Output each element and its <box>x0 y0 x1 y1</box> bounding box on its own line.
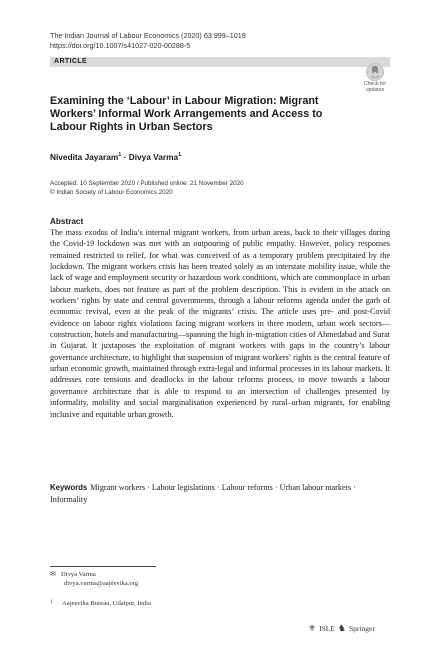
copyright-line: © Indian Society of Labour Economics 2020 <box>50 188 173 196</box>
contact-email[interactable]: divya.varma@aajeevika.org <box>64 579 139 587</box>
section-label-bar <box>50 57 390 67</box>
author-name[interactable]: Nivedita Jayaram <box>50 152 119 162</box>
corresponding-author-note <box>50 570 138 589</box>
keywords-block <box>50 482 390 505</box>
badge-text-updates: updates <box>365 86 385 93</box>
contact-name: Divya Varma <box>61 571 96 578</box>
section-label: ARTICLE <box>54 58 88 65</box>
isle-logo-icon: ⚜ <box>308 623 317 633</box>
keywords-text: Migrant workers · Labour legislations · Labour reforms · Urban labour markets · Informality <box>50 483 356 504</box>
isle-label: ISLE <box>319 624 335 633</box>
publication-dates <box>50 180 244 198</box>
affiliation-text: Aajeevika Bureau, Udaipur, India <box>62 600 151 607</box>
badge-text-check: Check for <box>363 81 387 87</box>
journal-name-line: The Indian Journal of Labour Economics (2020) 63:999–1019 <box>50 31 246 40</box>
springer-horse-icon: ♞ <box>337 623 346 633</box>
author-list <box>50 152 181 162</box>
article-title: Examining the ‘Labour’ in Labour Migration: Migrant Workers’ Informal Work Arrangements and Access to Labour Rights in Urban Sectors <box>50 95 323 134</box>
affiliation-number: 1 <box>50 600 53 605</box>
publisher-logos <box>308 623 375 634</box>
abstract-heading: Abstract <box>50 217 84 226</box>
check-for-updates-badge[interactable] <box>360 63 390 97</box>
envelope-icon: ✉ <box>50 570 56 578</box>
author-name[interactable]: Divya Varma <box>128 152 179 162</box>
journal-citation <box>50 31 246 50</box>
affiliation-marker: 1 <box>118 152 122 159</box>
footnote-divider <box>50 566 156 567</box>
keywords-label: Keywords <box>50 483 88 492</box>
affiliation-note <box>50 600 151 607</box>
abstract-text: The mass exodus of India’s internal migrant workers, from urban areas, back to their villages during the Covid-19 lockdown was met with an outpouring of public empathy. However, policy responses remained restricted to relief, for what was conceived of as a temporary problem precipitated by the lockdown. The migrant workers crisis has been treated solely as an interstate mobility issue, while the lack of wage and employment security or hazardous work conditions, which are commonplace in urban labour markets, does not feature as part of the problem description. This is evident in the attack on workers’ rights by state and central governments, through a labour reforms agenda under the garb of economic revival, even at the peak of the migrants’ crisis. The article uses pre- and post-Covid evidence on labour rights violations facing migrant workers in three modern, urban work sectors—construction, hotels and manufacturing—spanning the high in-migration cities of Ahmedabad and Surat in Gujarat. It juxtaposes the exploitation of migrant workers with gaps in the country’s labour governance architecture, to highlight that suspension of migrant workers’ rights is the central feature of urban economic growth, maintained through extra-legal and informal processes in its labour markets. It addresses core tensions and deadlocks in the labour reforms process, to move towards a labour governance architecture that is able to respond to an intersection of challenges presented by informality, mobility and social marginalisation experienced by rural–urban migrants, for enabling inclusive and equitable urban growth. <box>50 228 390 419</box>
check-for-updates-icon <box>366 63 384 81</box>
author-separator: · <box>121 152 129 162</box>
affiliation-marker: 1 <box>178 152 182 159</box>
accepted-published-line: Accepted: 10 September 2020 / Published online: 21 November 2020 <box>50 180 244 187</box>
springer-label: Springer <box>349 624 375 633</box>
doi-link[interactable]: https://doi.org/10.1007/s41027-020-00288-5 <box>50 40 191 50</box>
